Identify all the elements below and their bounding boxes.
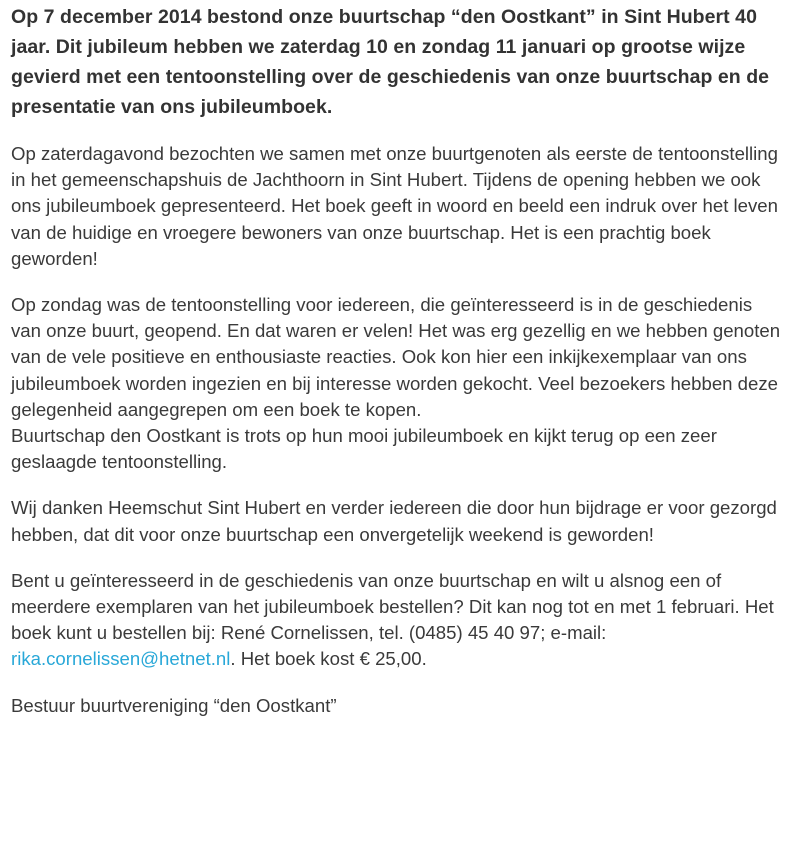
- paragraph-sunday-exhibition: Op zondag was de tentoonstelling voor iedereen, die geïnteresseerd is in de geschiedenis van onze buurt, geopend. En dat waren er velen! Het was erg gezellig en we hebben genoten van de vele positieve en enthousiaste reacties. Ook kon hier een inkijkexemplaar van ons jubileumboek worden ingezien en bij interesse worden gekocht. Veel bezoekers hebben deze gelegenheid aangegrepen om een boek te kopen.: [11, 294, 781, 420]
- email-link[interactable]: rika.cornelissen@hetnet.nl: [11, 648, 231, 670]
- paragraph-order-info: [11, 568, 784, 673]
- paragraph-thanks: Wij danken Heemschut Sint Hubert en verder iedereen die door hun bijdrage er voor gezorgd hebben, dat dit voor onze buurtschap een onvergetelijk weekend is geworden!: [11, 497, 777, 545]
- paragraph-opening-evening: Op zaterdagavond bezochten we samen met onze buurtgenoten als eerste de tentoonstelling in het gemeenschapshuis de Jachthoorn in Sint Hubert. Tijdens de opening hebben we ook ons jubileumboek gepresenteerd. Het boek geeft in woord en beeld een indruk over het leven van de huidige en vroegere bewoners van onze buurtschap. Het is een prachtig boek geworden!: [11, 143, 778, 269]
- order-price-text: . Het boek kost € 25,00.: [230, 648, 427, 670]
- paragraph-proud: Buurtschap den Oostkant is trots op hun mooi jubileumboek en kijkt terug op een zeer geslaagde tentoonstelling.: [11, 425, 717, 473]
- article-intro: Op 7 december 2014 bestond onze buurtschap “den Oostkant” in Sint Hubert 40 jaar. Dit jubileum hebben we zaterdag 10 en zondag 11 januari op grootse wijze gevierd met een tentoonstelling over de geschiedenis van onze buurtschap en de presentatie van ons jubileumboek.: [11, 6, 770, 118]
- order-info-text: Bent u geïnteresseerd in de geschiedenis van onze buurtschap en wilt u alsnog een of meerdere exemplaren van het jubileumboek bestellen? Dit kan nog tot en met 1 februari. Het boek kunt u bestellen bij: René Cornelissen, tel. (0485) 45 40 97; e-mail:: [11, 569, 774, 644]
- signature: Bestuur buurtvereniging “den Oostkant”: [11, 694, 337, 716]
